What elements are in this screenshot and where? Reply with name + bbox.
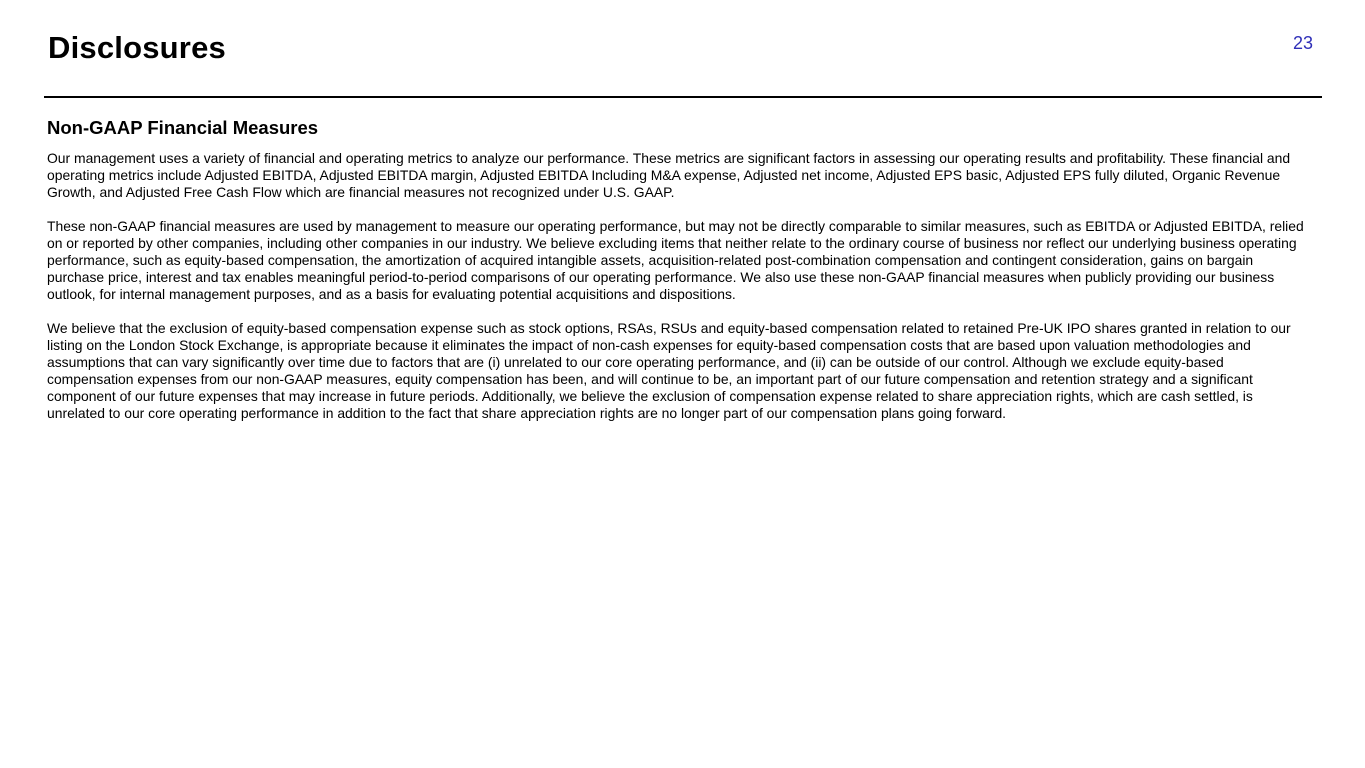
- slide-title: Disclosures: [48, 30, 226, 65]
- title-divider: [44, 96, 1322, 98]
- disclosure-section: [47, 116, 1309, 439]
- paragraph-equity-compensation: We believe that the exclusion of equity-based compensation expense such as stock options, RSAs, RSUs and equity-based compensation related to retained Pre-UK IPO shares granted in relation to our listing on the London Stock Exchange, is appropriate because it eliminates the impact of non-cash expenses for equity-based compensation costs that are based upon valuation methodologies and assumptions that can vary significantly over time due to factors that are (i) unrelated to our core operating performance, and (ii) can be outside of our control. Although we exclude equity-based compensation expenses from our non-GAAP measures, equity compensation has been, and will continue to be, an important part of our future compensation and retention strategy and a significant component of our future expenses that may increase in future periods. Additionally, we believe the exclusion of compensation expense related to share appreciation rights, which are cash settled, is unrelated to our core operating performance in addition to the fact that share appreciation rights are no longer part of our compensation plans going forward.: [47, 320, 1291, 421]
- paragraph-non-gaap-usage: These non-GAAP financial measures are used by management to measure our operating performance, but may not be directly comparable to similar measures, such as EBITDA or Adjusted EBITDA, relied on or reported by other companies, including other companies in our industry. We believe excluding items that neither relate to the ordinary course of business nor reflect our underlying business operating performance, such as equity-based compensation, the amortization of acquired intangible assets, acquisition-related post-combination compensation and contingent consideration, gains on bargain purchase price, interest and tax enables meaningful period-to-period comparisons of our operating performance. We also use these non-GAAP financial measures when publicly providing our business outlook, for internal management purposes, and as a basis for evaluating potential acquisitions and dispositions.: [47, 218, 1304, 302]
- paragraph-metrics-overview: Our management uses a variety of financial and operating metrics to analyze our performance. These metrics are significant factors in assessing our operating results and profitability. These financial and operating metrics include Adjusted EBITDA, Adjusted EBITDA margin, Adjusted EBITDA Including M&A expense, Adjusted net income, Adjusted EPS basic, Adjusted EPS fully diluted, Organic Revenue Growth, and Adjusted Free Cash Flow which are financial measures not recognized under U.S. GAAP.: [47, 150, 1291, 200]
- page-number: 23: [1292, 33, 1313, 53]
- section-heading: Non-GAAP Financial Measures: [47, 117, 319, 138]
